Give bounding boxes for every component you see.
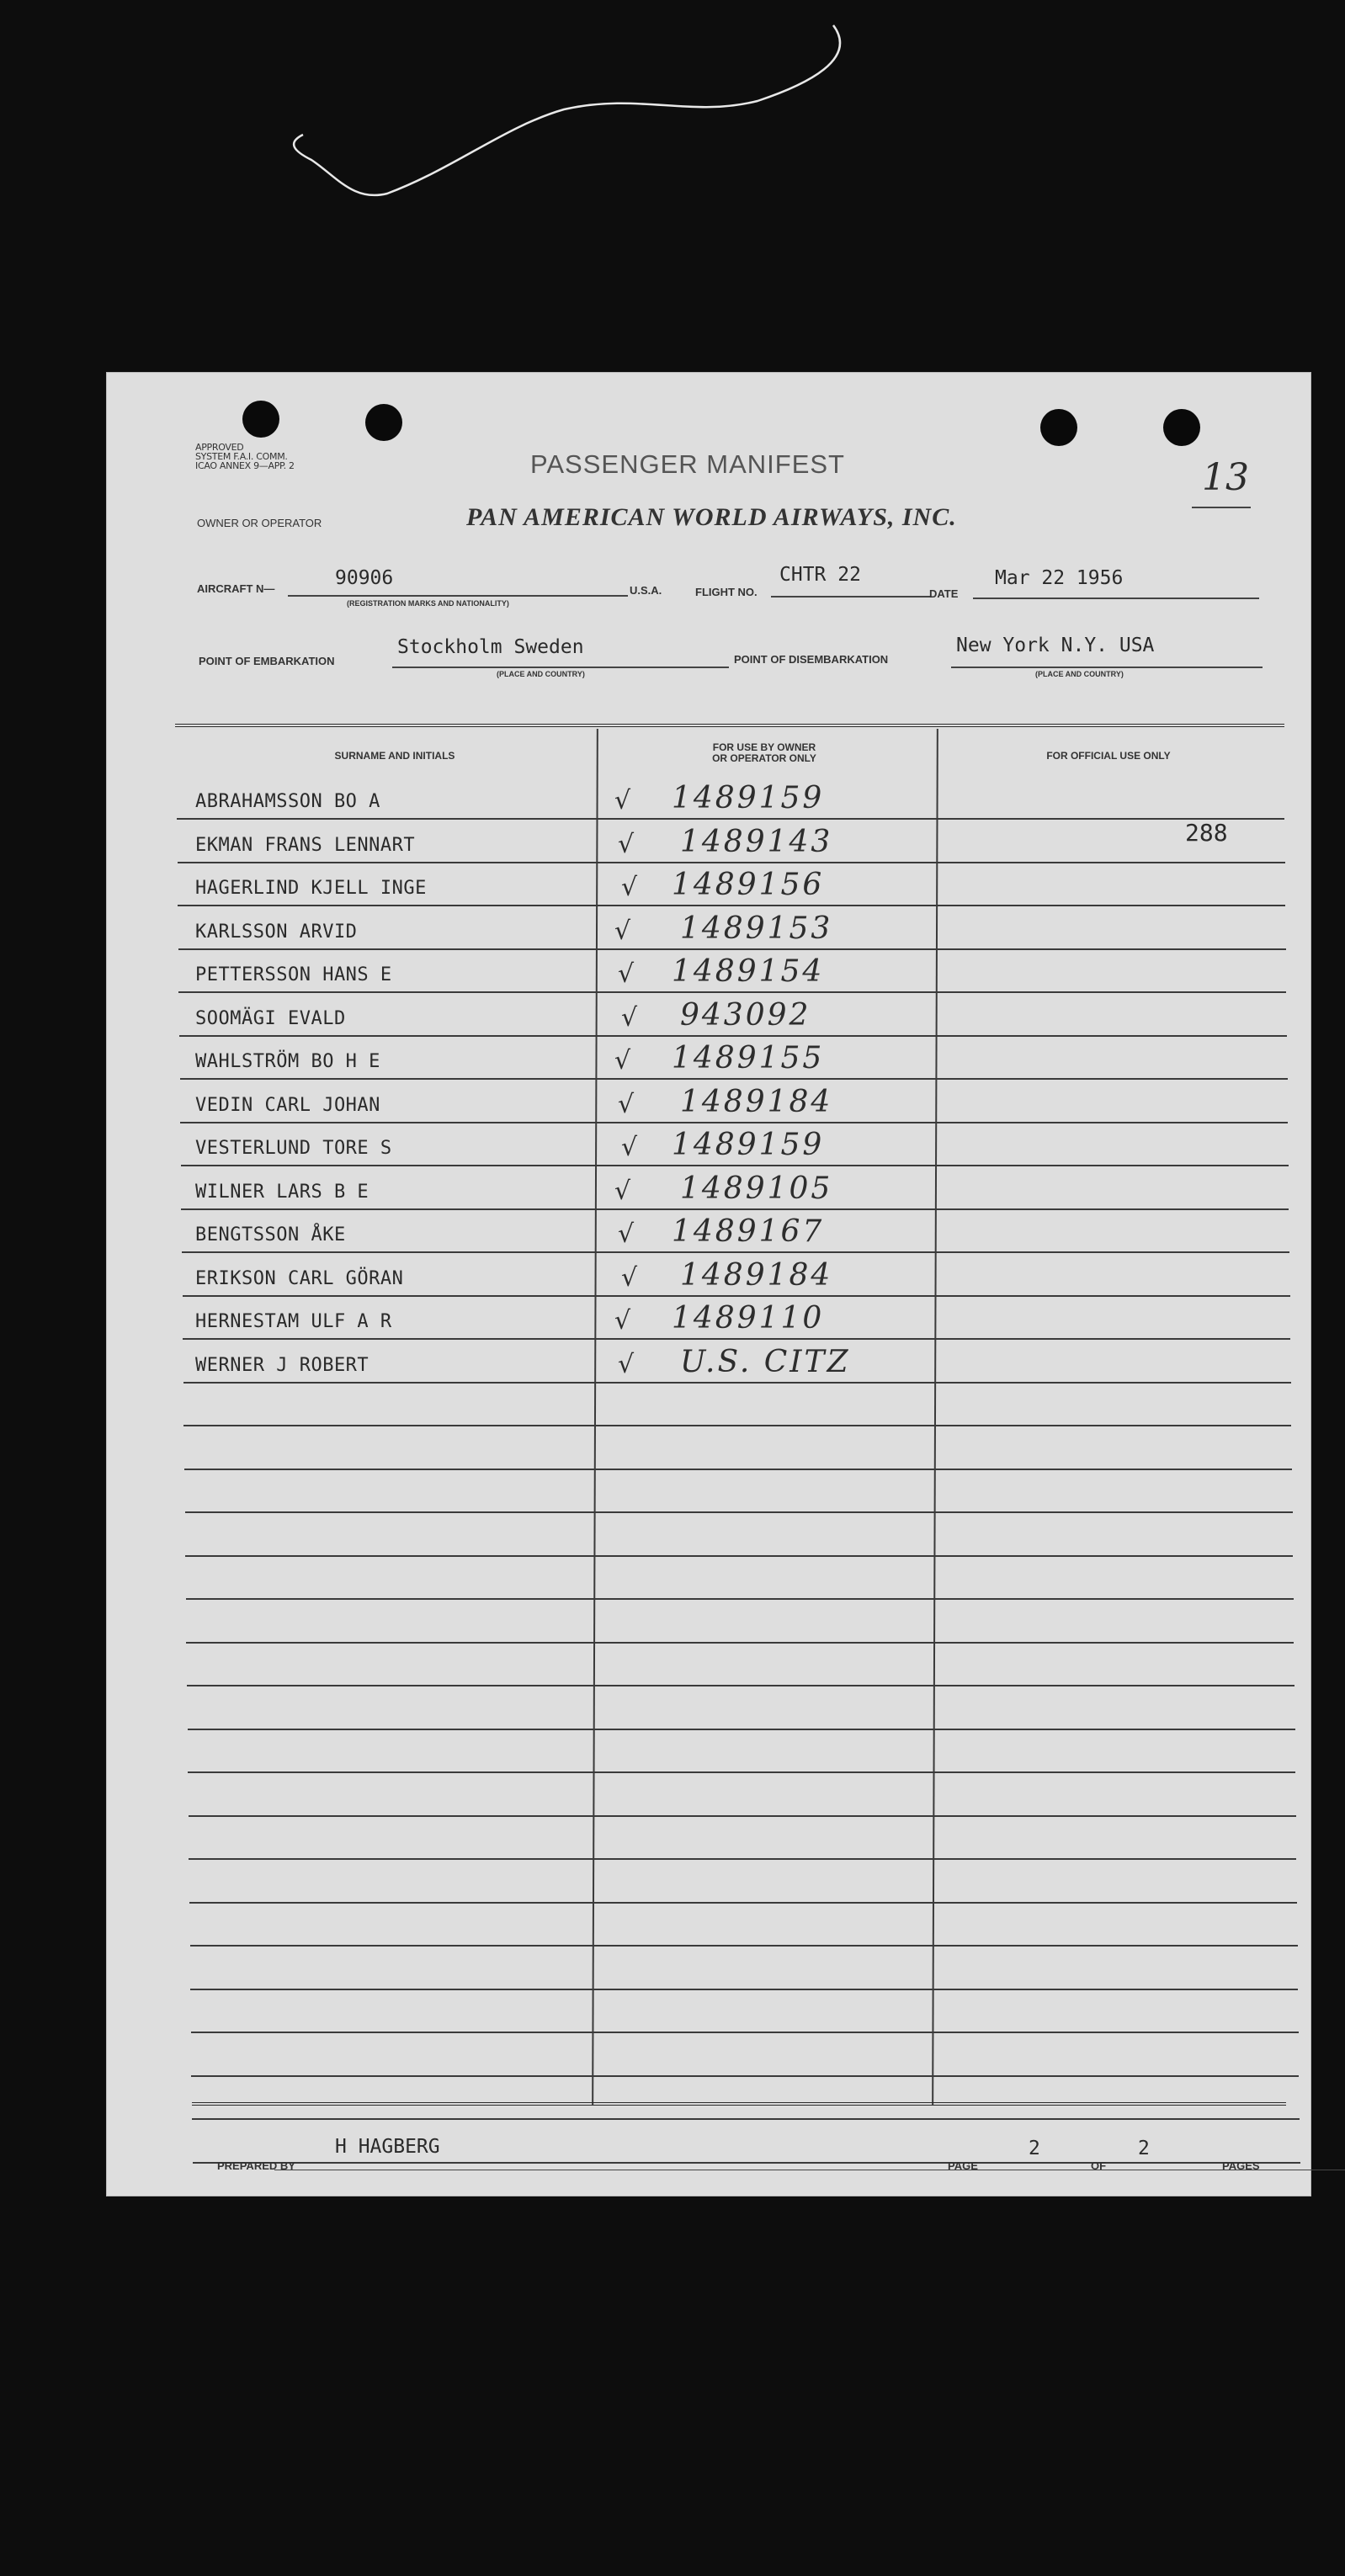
checkmark-icon: √ bbox=[618, 1350, 635, 1379]
date-value: Mar 22 1956 bbox=[995, 567, 1124, 589]
owner-use-entry: U.S. CITZ bbox=[680, 1345, 851, 1379]
column-divider bbox=[592, 729, 598, 2106]
owner-use-entry: 1489155 bbox=[672, 1041, 825, 1076]
owner-use-entry: 1489154 bbox=[672, 954, 825, 989]
row-rule bbox=[181, 1208, 1289, 1210]
pages-value: 2 bbox=[1138, 2138, 1150, 2159]
disembarkation-underline bbox=[951, 667, 1263, 668]
row-rule bbox=[186, 1642, 1294, 1644]
aircraft-value: 90906 bbox=[335, 567, 394, 589]
owner-use-entry: 1489159 bbox=[672, 781, 825, 815]
manifest-sheet bbox=[106, 372, 1311, 2196]
row-rule bbox=[184, 1469, 1292, 1470]
aircraft-label: AIRCRAFT N— bbox=[197, 582, 275, 595]
approval-line: ICAO ANNEX 9—APP. 2 bbox=[195, 460, 295, 471]
checkmark-icon: √ bbox=[618, 1219, 635, 1249]
country-label: U.S.A. bbox=[630, 584, 662, 597]
owner-column-header-line: FOR USE BY OWNER bbox=[712, 741, 816, 753]
disembarkation-value: New York N.Y. USA bbox=[956, 635, 1155, 656]
owner-use-entry: 1489159 bbox=[672, 1128, 825, 1162]
row-rule bbox=[191, 2075, 1299, 2077]
table-bottom-rule bbox=[192, 2102, 1286, 2106]
punch-hole bbox=[1040, 409, 1077, 446]
owner-use-entry: 1489110 bbox=[672, 1301, 825, 1336]
row-rule bbox=[181, 1165, 1289, 1166]
owner-use-entry: 1489167 bbox=[672, 1214, 825, 1249]
row-rule bbox=[189, 1858, 1296, 1860]
table-top-rule bbox=[175, 724, 1284, 727]
passenger-name: PETTERSSON HANS E bbox=[195, 964, 392, 985]
owner-use-entry: 1489105 bbox=[680, 1171, 833, 1206]
passenger-name: SOOMÄGI EVALD bbox=[195, 1008, 346, 1029]
passenger-name: KARLSSON ARVID bbox=[195, 922, 358, 943]
checkmark-icon: √ bbox=[614, 786, 631, 815]
owner-use-entry: 1489156 bbox=[672, 868, 825, 902]
row-rule bbox=[188, 1729, 1295, 1730]
row-rule bbox=[188, 1771, 1295, 1773]
checkmark-icon: √ bbox=[621, 1133, 638, 1162]
passenger-name: WAHLSTRÖM BO H E bbox=[195, 1051, 380, 1072]
row-rule bbox=[182, 1251, 1289, 1253]
owner-value: PAN AMERICAN WORLD AIRWAYS, INC. bbox=[466, 503, 957, 531]
row-rule bbox=[183, 1295, 1290, 1297]
row-rule bbox=[192, 2118, 1300, 2120]
corner-note: 13 bbox=[1202, 456, 1249, 499]
owner-label: OWNER OR OPERATOR bbox=[197, 517, 322, 529]
embarkation-sub-label: (PLACE AND COUNTRY) bbox=[497, 670, 585, 678]
approval-line: APPROVED bbox=[195, 442, 244, 453]
embarkation-underline bbox=[392, 667, 729, 668]
punch-hole bbox=[242, 401, 279, 438]
row-rule bbox=[193, 2162, 1300, 2164]
approval-stamp bbox=[195, 443, 295, 470]
owner-column-header bbox=[596, 742, 933, 764]
row-rule bbox=[183, 1382, 1291, 1384]
passenger-name: BENGTSSON ÅKE bbox=[195, 1224, 346, 1246]
punch-hole bbox=[1163, 409, 1200, 446]
row-rule bbox=[187, 1685, 1294, 1686]
prepared-by-value: H HAGBERG bbox=[335, 2136, 440, 2158]
checkmark-icon: √ bbox=[614, 1306, 631, 1336]
surname-column-header: SURNAME AND INITIALS bbox=[334, 750, 455, 762]
aircraft-underline bbox=[288, 595, 628, 597]
checkmark-icon: √ bbox=[621, 1263, 638, 1293]
owner-use-entry: 1489184 bbox=[680, 1258, 833, 1293]
checkmark-icon: √ bbox=[614, 1176, 631, 1206]
flight-value: CHTR 22 bbox=[779, 564, 861, 586]
date-underline bbox=[973, 598, 1259, 599]
passenger-name: ABRAHAMSSON BO A bbox=[195, 791, 380, 812]
checkmark-icon: √ bbox=[618, 1090, 635, 1119]
flight-underline bbox=[771, 596, 931, 598]
aircraft-sub-label: (REGISTRATION MARKS AND NATIONALITY) bbox=[347, 599, 509, 608]
of-label: OF bbox=[1091, 2159, 1107, 2172]
punch-hole bbox=[365, 404, 402, 441]
row-rule bbox=[190, 1989, 1298, 1990]
owner-column-header-line: OR OPERATOR ONLY bbox=[712, 752, 816, 764]
passenger-name: ERIKSON CARL GÖRAN bbox=[195, 1268, 404, 1289]
checkmark-icon: √ bbox=[618, 830, 635, 859]
checkmark-icon: √ bbox=[614, 1046, 631, 1076]
row-rule bbox=[183, 1338, 1290, 1340]
passenger-name: VEDIN CARL JOHAN bbox=[195, 1095, 380, 1116]
row-rule bbox=[178, 862, 1285, 863]
official-column-header: FOR OFFICIAL USE ONLY bbox=[1046, 750, 1171, 762]
row-rule bbox=[180, 1078, 1288, 1080]
row-rule bbox=[186, 1598, 1294, 1600]
page-title: PASSENGER MANIFEST bbox=[530, 449, 845, 479]
row-rule bbox=[178, 948, 1286, 950]
passenger-name: WILNER LARS B E bbox=[195, 1182, 369, 1203]
checkmark-icon: √ bbox=[618, 959, 635, 989]
row-rule bbox=[180, 1122, 1288, 1123]
prepared-by-label: PREPARED BY bbox=[217, 2159, 295, 2172]
row-rule bbox=[179, 1035, 1287, 1037]
embarkation-label: POINT OF EMBARKATION bbox=[199, 655, 335, 667]
column-divider bbox=[932, 729, 938, 2106]
row-rule bbox=[189, 1815, 1296, 1817]
passenger-name: HAGERLIND KJELL INGE bbox=[195, 878, 427, 899]
pages-label: PAGES bbox=[1222, 2159, 1260, 2172]
passenger-name: WERNER J ROBERT bbox=[195, 1355, 369, 1376]
row-rule bbox=[190, 1945, 1298, 1947]
row-rule bbox=[178, 905, 1285, 906]
disembarkation-sub-label: (PLACE AND COUNTRY) bbox=[1035, 670, 1124, 678]
owner-use-entry: 1489184 bbox=[680, 1085, 833, 1119]
embarkation-value: Stockholm Sweden bbox=[397, 636, 584, 658]
corner-note-underline bbox=[1192, 507, 1251, 508]
passenger-name: HERNESTAM ULF A R bbox=[195, 1311, 392, 1332]
page-value: 2 bbox=[1029, 2138, 1040, 2159]
disembarkation-label: POINT OF DISEMBARKATION bbox=[734, 653, 889, 666]
checkmark-icon: √ bbox=[621, 1003, 638, 1033]
row-rule bbox=[177, 818, 1284, 820]
checkmark-icon: √ bbox=[621, 873, 638, 902]
row-rule bbox=[191, 2032, 1299, 2033]
owner-use-entry: 1489153 bbox=[680, 911, 833, 946]
string-fiber bbox=[286, 8, 859, 210]
passenger-name: EKMAN FRANS LENNART bbox=[195, 835, 416, 856]
row-rule bbox=[178, 991, 1286, 993]
owner-use-entry: 1489143 bbox=[680, 825, 833, 859]
row-rule bbox=[185, 1511, 1293, 1513]
official-note: 288 bbox=[1185, 819, 1228, 847]
checkmark-icon: √ bbox=[614, 916, 631, 946]
page-label: PAGE bbox=[948, 2159, 978, 2172]
date-label: DATE bbox=[929, 587, 959, 600]
row-rule bbox=[189, 1902, 1297, 1904]
row-rule bbox=[185, 1555, 1293, 1557]
row-rule bbox=[183, 1425, 1291, 1426]
owner-use-entry: 943092 bbox=[680, 998, 811, 1033]
approval-line: SYSTEM F.A.I. COMM. bbox=[195, 451, 288, 462]
flight-label: FLIGHT NO. bbox=[695, 586, 758, 598]
passenger-name: VESTERLUND TORE S bbox=[195, 1138, 392, 1159]
